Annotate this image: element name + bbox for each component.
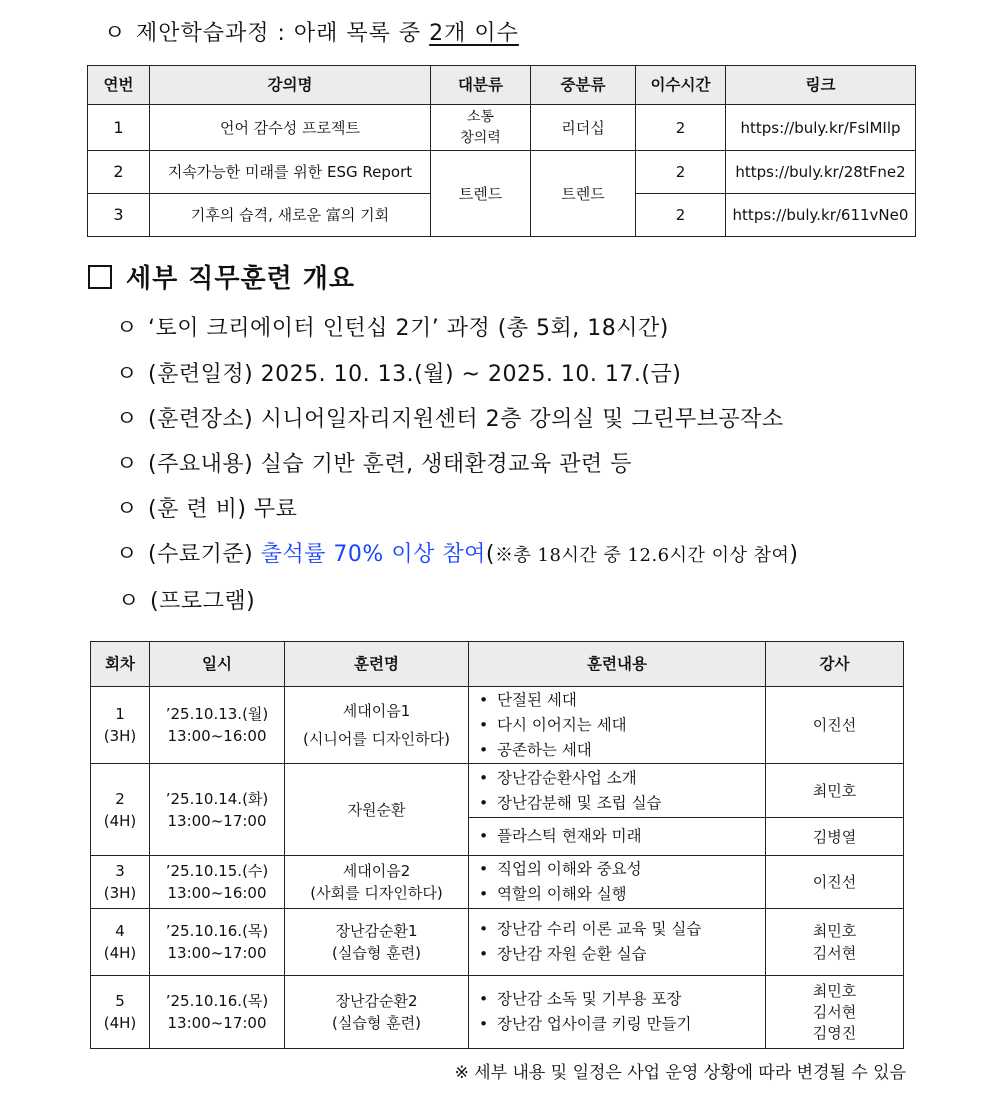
program-table <box>90 641 904 1049</box>
col-header-major: 대분류 <box>431 66 531 105</box>
instructor-cell <box>766 687 904 764</box>
title-cell <box>285 764 469 856</box>
list-item: • 역할의 이해와 실행 <box>473 882 761 907</box>
course-name: 언어 감수성 프로젝트 <box>150 105 431 151</box>
program-table-header-row <box>91 642 904 687</box>
course-section-heading <box>104 16 519 47</box>
list-item: • 직업의 이해와 중요성 <box>473 857 761 882</box>
session-subtitle: (사회를 디자인하다) <box>310 884 443 902</box>
instructor-name: 김서현 <box>812 1002 857 1021</box>
course-hours: 2 <box>636 194 726 237</box>
session-date: ’25.10.16.(목) <box>165 992 269 1010</box>
session-title: 세대이음1 <box>342 702 411 720</box>
item-bullet: ㅇ <box>116 407 138 432</box>
contents-cell <box>469 687 766 764</box>
col-header-session: 회차 <box>91 642 150 687</box>
datetime-cell <box>150 976 285 1049</box>
training-item-text: (훈련장소) 시니어일자리지원센터 2층 강의실 및 그린무브공작소 <box>148 407 784 432</box>
instructor-name: 김병열 <box>812 827 857 846</box>
session-number: 5 <box>115 992 125 1010</box>
session-title: 세대이음2 <box>342 862 411 880</box>
footnote: ※ 세부 내용 및 일정은 사업 운영 상황에 따라 변경될 수 있음 <box>454 1063 906 1083</box>
contents-cell <box>469 818 766 856</box>
course-no: 2 <box>88 151 150 194</box>
session-subtitle: (실습형 훈련) <box>332 944 421 962</box>
criteria-label: (수료기준) <box>148 542 254 567</box>
datetime-cell <box>150 909 285 976</box>
item-bullet: ㅇ <box>116 452 138 477</box>
training-item <box>116 311 669 342</box>
session-hours: (4H) <box>103 944 137 962</box>
col-header-link: 링크 <box>726 66 916 105</box>
session-hours: (4H) <box>103 1014 137 1032</box>
contents-cell <box>469 909 766 976</box>
session-cell <box>91 856 150 909</box>
program-label <box>118 584 255 615</box>
list-item: • 단절된 세대 <box>473 688 761 713</box>
title-cell <box>285 856 469 909</box>
table-row <box>88 105 916 151</box>
col-header-instructor: 강사 <box>766 642 904 687</box>
list-item: • 장난감 수리 이론 교육 및 실습 <box>473 917 761 942</box>
session-hours: (4H) <box>103 811 137 830</box>
table-row <box>91 764 904 818</box>
session-cell <box>91 687 150 764</box>
course-major: 소통 창의력 <box>431 105 531 151</box>
criteria-paren-open: ( <box>485 542 495 567</box>
course-name: 기후의 습격, 새로운 富의 기회 <box>150 194 431 237</box>
criteria-paren-close: ) <box>789 542 799 567</box>
section-bullet: ㅇ <box>104 21 127 46</box>
instructor-cell <box>766 856 904 909</box>
course-section-underlined: 2개 이수 <box>429 21 519 46</box>
list-item: • 플라스틱 현재와 미래 <box>473 824 761 849</box>
item-bullet: ㅇ <box>116 542 138 567</box>
instructor-name: 최민호 <box>812 981 857 1000</box>
session-hours: (3H) <box>103 727 137 745</box>
instructor-name: 이진선 <box>812 873 857 891</box>
course-no: 1 <box>88 105 150 151</box>
item-bullet: ㅇ <box>118 589 140 614</box>
training-item <box>116 357 681 388</box>
session-date: ’25.10.16.(목) <box>165 922 269 940</box>
session-number: 2 <box>115 789 125 808</box>
datetime-cell <box>150 764 285 856</box>
datetime-cell <box>150 856 285 909</box>
training-section-title <box>88 258 355 295</box>
col-header-name: 강의명 <box>150 66 431 105</box>
training-item-text: ‘토이 크리에이터 인턴십 2기’ 과정 (총 5회, 18시간) <box>148 316 669 341</box>
contents-cell <box>469 976 766 1049</box>
course-link[interactable]: https://buly.kr/FslMIlp <box>726 105 916 151</box>
list-item: • 장난감 자원 순환 실습 <box>473 942 761 967</box>
criteria-highlight: 출석률 70% 이상 참여 <box>260 542 486 567</box>
session-number: 3 <box>115 862 125 880</box>
course-name: 지속가능한 미래를 위한 ESG Report <box>150 151 431 194</box>
training-item-text: (훈 련 비) 무료 <box>148 497 298 522</box>
training-section-title-text: 세부 직무훈련 개요 <box>126 264 356 294</box>
session-cell <box>91 976 150 1049</box>
session-time: 13:00~17:00 <box>167 811 267 830</box>
session-date: ’25.10.13.(월) <box>165 705 269 723</box>
list-item: • 공존하는 세대 <box>473 738 761 763</box>
col-header-no: 연번 <box>88 66 150 105</box>
instructor-name: 이진선 <box>812 716 857 734</box>
col-header-contents: 훈련내용 <box>469 642 766 687</box>
training-item <box>116 447 632 478</box>
instructor-cell <box>766 976 904 1049</box>
session-title: 장난감순환2 <box>335 992 418 1010</box>
criteria-note: ※총 18시간 중 12.6시간 이상 참여 <box>494 545 790 566</box>
training-item <box>116 492 297 523</box>
session-subtitle: (실습형 훈련) <box>332 1014 421 1032</box>
col-header-title: 훈련명 <box>285 642 469 687</box>
course-link[interactable]: https://buly.kr/611vNe0 <box>726 194 916 237</box>
list-item: • 다시 이어지는 세대 <box>473 713 761 738</box>
table-row <box>91 976 904 1049</box>
col-header-hours: 이수시간 <box>636 66 726 105</box>
instructor-cell <box>766 764 904 818</box>
session-subtitle: (시니어를 디자인하다) <box>303 730 450 748</box>
session-title: 장난감순환1 <box>335 922 418 940</box>
session-time: 13:00~16:00 <box>167 727 267 745</box>
session-date: ’25.10.15.(수) <box>165 862 269 880</box>
training-item <box>116 402 784 433</box>
item-bullet: ㅇ <box>116 316 138 341</box>
instructor-name: 최민호 <box>812 922 857 940</box>
table-row <box>91 687 904 764</box>
session-number: 4 <box>115 922 125 940</box>
training-item-text: (훈련일정) 2025. 10. 13.(월) ~ 2025. 10. 17.(금) <box>148 362 682 387</box>
checkbox-square-icon <box>88 265 112 289</box>
col-header-minor: 중분류 <box>531 66 636 105</box>
session-time: 13:00~17:00 <box>167 944 267 962</box>
table-row <box>88 151 916 194</box>
session-cell <box>91 764 150 856</box>
item-bullet: ㅇ <box>116 497 138 522</box>
completion-criteria <box>116 537 799 568</box>
datetime-cell <box>150 687 285 764</box>
course-no: 3 <box>88 194 150 237</box>
course-major: 트렌드 <box>431 151 531 237</box>
title-cell <box>285 687 469 764</box>
item-bullet: ㅇ <box>116 362 138 387</box>
course-hours: 2 <box>636 151 726 194</box>
instructor-cell <box>766 909 904 976</box>
session-time: 13:00~17:00 <box>167 1014 267 1032</box>
title-cell <box>285 909 469 976</box>
table-row <box>91 856 904 909</box>
session-date: ’25.10.14.(화) <box>165 789 269 808</box>
list-item: • 장난감 소독 및 기부용 포장 <box>473 987 761 1012</box>
instructor-cell <box>766 818 904 856</box>
col-header-datetime: 일시 <box>150 642 285 687</box>
training-item-text: (주요내용) 실습 기반 훈련, 생태환경교육 관련 등 <box>148 452 632 477</box>
title-cell <box>285 976 469 1049</box>
course-minor: 리더십 <box>531 105 636 151</box>
course-table <box>87 65 916 237</box>
session-time: 13:00~16:00 <box>167 884 267 902</box>
instructor-name: 최민호 <box>812 781 857 800</box>
contents-cell <box>469 764 766 818</box>
session-hours: (3H) <box>103 884 137 902</box>
course-link[interactable]: https://buly.kr/28tFne2 <box>726 151 916 194</box>
session-cell <box>91 909 150 976</box>
session-title: 자원순환 <box>347 800 406 819</box>
instructor-name: 김서현 <box>812 944 857 962</box>
course-table-header-row <box>88 66 916 105</box>
table-row <box>91 909 904 976</box>
course-minor: 트렌드 <box>531 151 636 237</box>
list-item: • 장난감분해 및 조립 실습 <box>473 791 761 816</box>
contents-cell <box>469 856 766 909</box>
list-item: • 장난감 업사이클 키링 만들기 <box>473 1012 761 1037</box>
list-item: • 장난감순환사업 소개 <box>473 766 761 791</box>
course-hours: 2 <box>636 105 726 151</box>
instructor-name: 김영진 <box>812 1023 857 1042</box>
course-section-label: 제안학습과정 : 아래 목록 중 <box>136 21 422 46</box>
session-number: 1 <box>115 705 125 723</box>
program-label-text: (프로그램) <box>150 589 256 614</box>
